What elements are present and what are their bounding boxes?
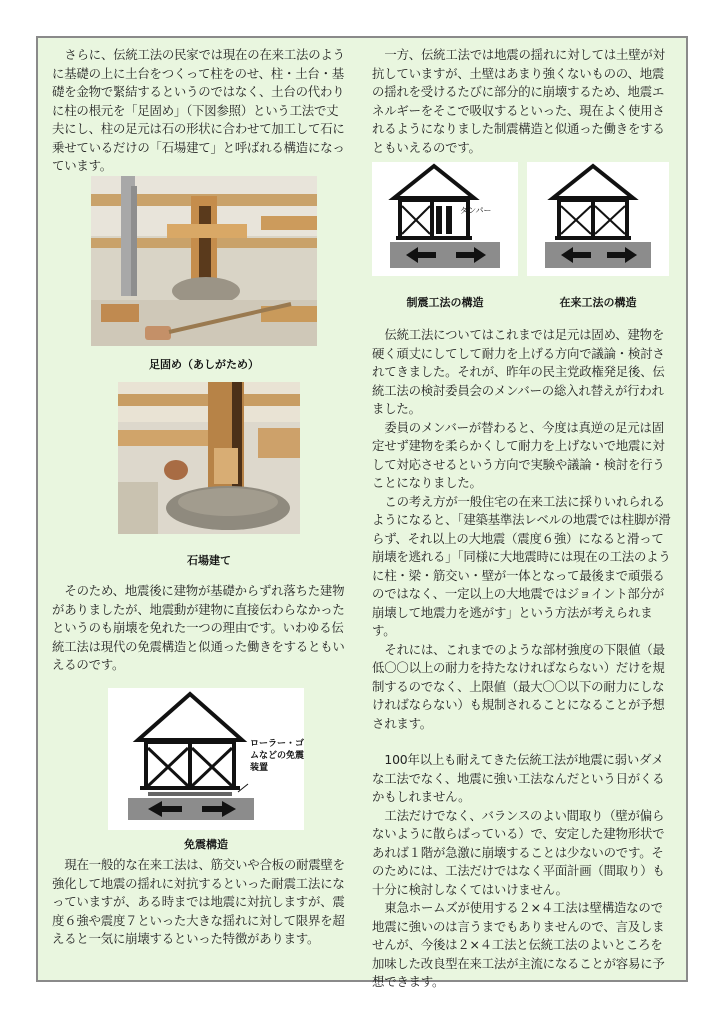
diagram-menshin-caption: 免震構造 xyxy=(184,838,228,851)
left-column-bottom xyxy=(52,856,350,949)
paragraph-tsuchikabe: 一方、伝統工法では地震の揺れに対しては土壁が対抗していますが、土壁はあまり強くないものの、地震の揺れを受けるたびに部分的に崩壊するため、地震エネルギーをそこで吸収するといった、現在よく使用されるようになりました制震構造と似通った働きをするともいえるのです。 xyxy=(372,47,665,155)
paragraph-2x4-conclusion: 東急ホームズが使用する２×４工法は壁構造なので地震に強いのは言うまでもありませんので、言及しませんが、今後は２×４工法と伝統工法のよいところを加味した改良型在来工法が主流になることが容易に予想できます。 xyxy=(372,900,665,989)
paragraph-menshin-comparison: そのため、地震後に建物が基礎からずれ落ちた建物がありましたが、地震動が建物に直接伝わらなかったというのも崩壊を免れた一つの理由です。いわゆる伝統工法は現代の免震構造と似通った働きをするともいえるのです。 xyxy=(52,583,345,672)
paragraph-committee-change: 委員のメンバーが替わると、今度は真逆の足元は固定せず建物を柔らかくして耐力を上げないで地震に対して対応させるという方向で実験や議論・検討を行うことになりました。 xyxy=(372,419,665,490)
paragraph-ishibadate-intro: さらに、伝統工法の民家では現在の在来工法のように基礎の上に土台をつくって柱をのせ、柱・土台・基礎を金物で緊結するというのではなく、土台の代わりに柱の根元を「足固め」（下図参照）という工法で丈夫にし、柱の足元は石の形状に合わせて加工して石に乗せているだけの「石場建て」と呼ばれる構造になっています。 xyxy=(52,47,345,173)
right-column-top xyxy=(372,46,672,157)
diagram-zairai xyxy=(527,162,669,276)
paragraph-new-method: この考え方が一般住宅の在来工法に採りいれられるようになると、「建築基準法レベルの地震では柱脚が滑らず、それ以上の大地震（震度６強）になると滑って崩壊を逃れる」「同様に大地震時には現在の工法のように柱・梁・筋交い・壁が一体となって最後まで頑張るのではなく、一定以上の大地震ではジョイント部分が崩壊して地震力を逃がす」という方法が考えられます。 xyxy=(372,493,671,638)
photo-ashigatame-caption: 足固め（あしがため） xyxy=(149,358,259,371)
left-column-top xyxy=(52,46,350,176)
photo-ishibadate xyxy=(118,382,300,534)
paragraph-regulation: それには、これまでのような部材強度の下限値（最低〇〇以上の耐力を持たなければならない）だけを規制するのでなく、上限値（最大〇〇以下の耐力にしなければならない）も規制されることになることが予想されます。 xyxy=(372,641,665,731)
diagram-seishin xyxy=(372,162,518,276)
damper-label: ダンパー xyxy=(460,206,492,215)
right-column-body xyxy=(372,326,672,992)
diagram-zairai-caption: 在来工法の構造 xyxy=(559,296,637,309)
menshin-device-label: ローラー・ゴムなどの免震装置 xyxy=(250,739,305,773)
paragraph-floor-plan: 工法だけでなく、バランスのよい間取り（壁が偏らないように散らばっている）で、安定した建物形状であれば１階が急激に崩壊することは少ないのです。そのためには、工法だけではなく平面計画（間取り）も十分に検討しなくてはいけません。 xyxy=(372,807,665,897)
left-column-middle xyxy=(52,582,350,675)
paragraph-past-policy: 伝統工法についてはこれまでは足元は固め、建物を硬く頑丈にしてして耐力を上げる方向で議論・検討されてきました。それが、昨年の民主党政権発足後、伝統工法の検討委員会のメンバーの総入れ替えが行われました。 xyxy=(372,327,665,416)
diagram-seishin-caption: 制震工法の構造 xyxy=(406,296,484,309)
photo-ashigatame xyxy=(91,176,317,346)
photo-ishibadate-caption: 石場建て xyxy=(187,554,231,567)
paragraph-traditional-strength: 100年以上も耐えてきた伝統工法が地震に弱いダメな工法でなく、地震に強い工法なんだという日がくるかもしれません。 xyxy=(372,752,665,804)
paragraph-zairai-taishin: 現在一般的な在来工法は、筋交いや合板の耐震壁を強化して地震の揺れに対抗するといった耐震工法になっていますが、ある時までは地震に対抗しますが、震度６強や震度７といった大きな揺れに対して限界を超えると一気に崩壊するといった特徴があります。 xyxy=(52,857,345,946)
